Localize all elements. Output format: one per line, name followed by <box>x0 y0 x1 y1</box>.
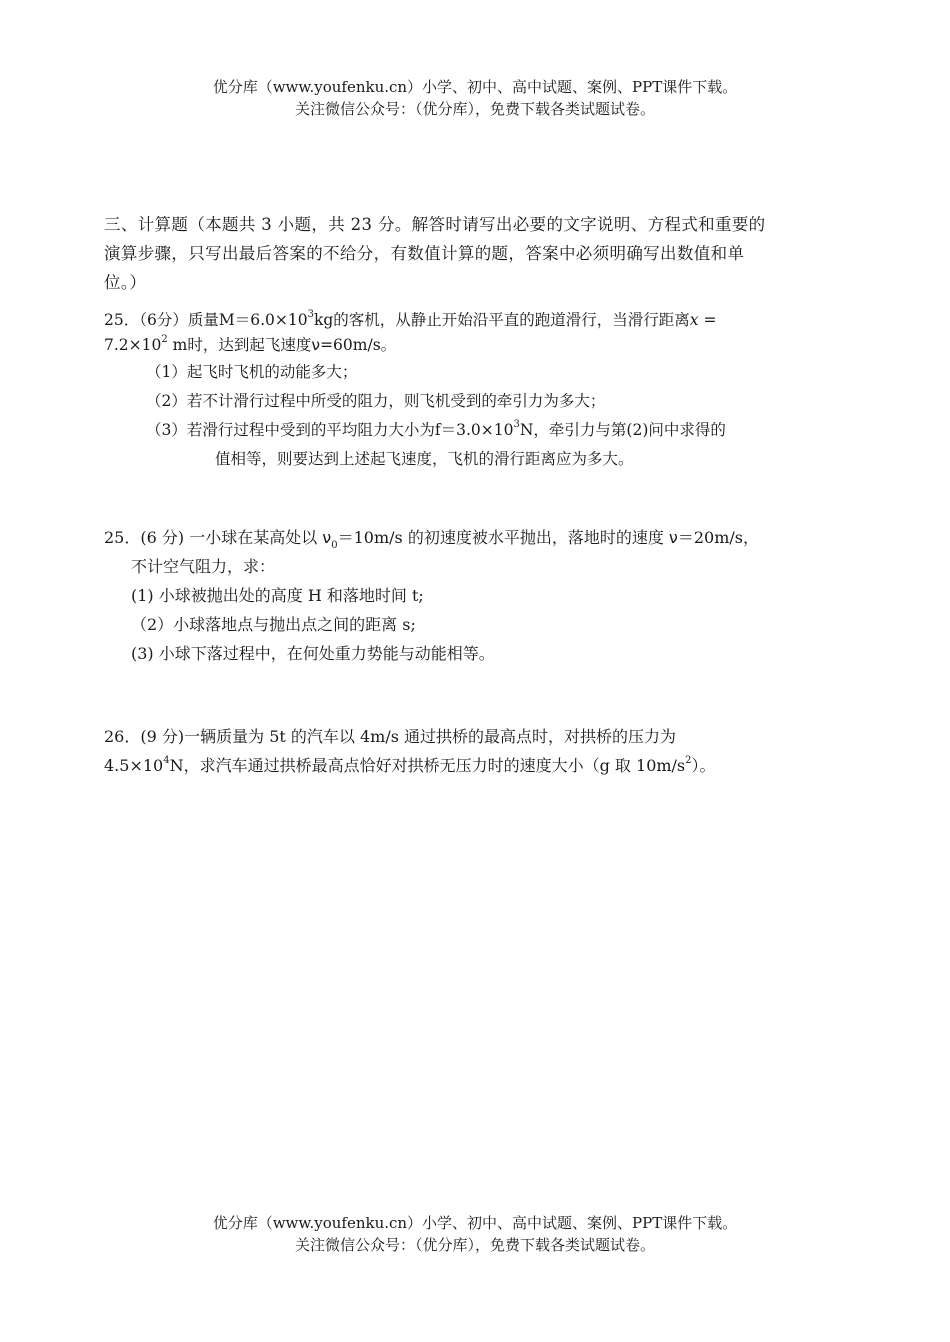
question-26-line-1: 26．(9 分)一辆质量为 5t 的汽车以 4m/s 通过拱桥的最高点时，对拱桥的压力为 <box>104 727 677 746</box>
section-intro-line-3: 位。） <box>104 273 147 292</box>
text: ）。 <box>691 756 716 775</box>
text: =60m/s。 <box>320 336 397 354</box>
text: N，牵引力与第(2)问中求得的 <box>519 421 726 439</box>
question-25a <box>104 308 848 474</box>
variable-v: ν <box>311 336 321 354</box>
exponent: 2 <box>685 754 692 766</box>
text: 7.2×10 <box>104 336 162 354</box>
section-intro-line-2: 演算步骤，只写出最后答案的不给分，有数值计算的题，答案中必须明确写出数值和单 <box>104 244 745 263</box>
text: 25．(6 分) 一小球在某高处以 <box>104 528 323 547</box>
header-line-1: 优分库（www.youfenku.cn）小学、初中、高中试题、案例、PPT课件下载。 <box>212 78 738 96</box>
question-25a-line-1 <box>104 308 848 333</box>
variable-v0: ν <box>322 528 332 547</box>
question-25a-sub-3-cont: 值相等，则要达到上述起飞速度，飞机的滑行距离应为多大。 <box>215 450 634 468</box>
question-25a-line-2 <box>104 333 848 358</box>
subscript: 0 <box>331 540 338 552</box>
text: 4.5×10 <box>104 756 164 775</box>
question-25a-sub-2: （2）若不计滑行过程中所受的阻力，则飞机受到的牵引力为多大； <box>146 392 606 410</box>
section-intro-line-1: 三、计算题（本题共 3 小题，共 23 分。解答时请写出必要的文字说明、方程式和重要的 <box>104 215 766 234</box>
exponent: 3 <box>513 418 520 430</box>
exponent: 4 <box>163 754 170 766</box>
page-header <box>0 76 950 120</box>
text: 25．（6分）质量M＝6.0×10 <box>104 311 308 329</box>
question-25b-sub-1: (1) 小球被抛出处的高度 H 和落地时间 t; <box>131 586 424 605</box>
text: （3）若滑行过程中受到的平均阻力大小为f＝3.0×10 <box>146 421 514 439</box>
text: m时，达到起飞速度 <box>167 336 312 354</box>
question-26 <box>104 722 848 780</box>
question-25b-line-2: 不计空气阻力，求： <box>131 557 276 576</box>
page-footer <box>0 1212 950 1256</box>
exponent: 3 <box>307 308 314 320</box>
footer-line-1: 优分库（www.youfenku.cn）小学、初中、高中试题、案例、PPT课件下载。 <box>212 1214 738 1232</box>
question-25b-line-1 <box>104 523 848 552</box>
question-25b-sub-3: (3) 小球下落过程中，在何处重力势能与动能相等。 <box>131 644 495 663</box>
question-25a-sub-1: （1）起飞时飞机的动能多大； <box>146 363 358 381</box>
question-25b <box>104 523 848 668</box>
section-intro <box>104 210 848 297</box>
exponent: 2 <box>161 333 168 345</box>
text: ＝20m/s， <box>677 528 759 547</box>
footer-line-2: 关注微信公众号：（优分库），免费下载各类试题试卷。 <box>294 1236 655 1254</box>
question-26-line-2 <box>104 751 848 780</box>
text: ＝10m/s 的初速度被水平抛出，落地时的速度 <box>337 528 669 547</box>
text: kg的客机，从静止开始沿平直的跑道滑行，当滑行距离 <box>313 311 690 329</box>
variable-x: x <box>689 311 699 329</box>
variable-v: ν <box>668 528 678 547</box>
header-line-2: 关注微信公众号：（优分库），免费下载各类试题试卷。 <box>294 100 655 118</box>
text: = <box>698 311 717 329</box>
question-25b-sub-2: （2）小球落地点与抛出点之间的距离 s; <box>131 615 416 634</box>
text: N，求汽车通过拱桥最高点恰好对拱桥无压力时的速度大小（g 取 10m/s <box>169 756 686 775</box>
question-25a-sub-3 <box>104 416 848 445</box>
